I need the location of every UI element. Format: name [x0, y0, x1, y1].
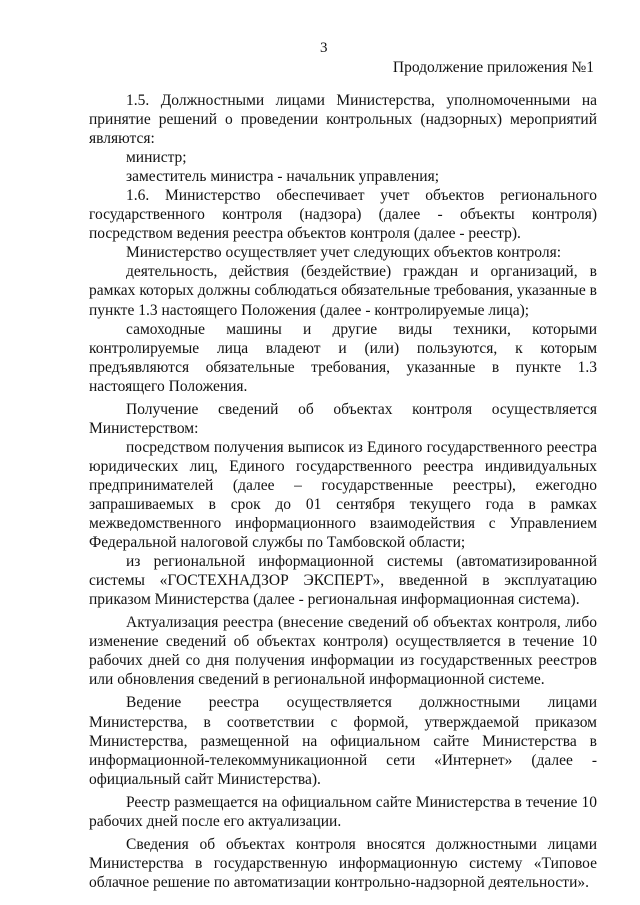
- paragraph-1-6: 1.6. Министерство обеспечивает учет объектов регионального государственного контроля (надзора) (далее - объекты контроля) посредством ведения реестра объектов контроля (далее - реестр).: [89, 187, 597, 243]
- paragraph-registry-update: Актуализация реестра (внесение сведений об объектах контроля, либо изменение сведений об объектах контроля) осуществляется в течение 10 рабочих дней со дня получения информации из государственных реестров или обновления сведений в региональной информационной системе.: [89, 614, 597, 689]
- paragraph-registry-publication: Реестр размещается на официальном сайте Министерства в течение 10 рабочих дней после его актуализации.: [89, 793, 597, 830]
- paragraph-obtaining-info: Получение сведений об объектах контроля осуществляется Министерством:: [89, 400, 597, 437]
- paragraph-activity: деятельность, действия (бездействие) граждан и организаций, в рамках которых должны соблюдаться обязательные требования, указанные в пункте 1.3 настоящего Положения (далее - контролируемые лица);: [89, 263, 597, 319]
- document-body: [89, 91, 597, 892]
- paragraph-registry-maintenance: Ведение реестра осуществляется должностными лицами Министерства, в соответствии с формой, утверждаемой приказом Министерства, размещенной на официальном сайте Министерства в информационной-телекоммуникационной сети «Интернет» (далее - официальный сайт Министерства).: [89, 694, 597, 788]
- paragraph-machines: самоходные машины и другие виды техники, которыми контролируемые лица владеют и (или) пользуются, к которым предъявляются обязательные требования, указанные в пункте 1.3 настоящего Положения.: [89, 320, 597, 395]
- paragraph-registry-extracts: посредством получения выписок из Единого государственного реестра юридических лиц, Единого государственного реестра индивидуальных предпринимателей (далее – государственные реестры), ежегодно запрашиваемых в срок до 01 сентября текущего года в рамках межведомственного информационного взаимодействия с Управлением Федеральной налоговой службы по Тамбовской области;: [89, 438, 597, 552]
- page-number: 3: [320, 40, 328, 56]
- appendix-continuation-note: Продолжение приложения №1: [392, 59, 594, 76]
- paragraph-regional-system: из региональной информационной системы (автоматизированной системы «ГОСТЕХНАДЗОР ЭКСПЕРТ», введенной в эксплуатацию приказом Министерства (далее - региональная информационная система).: [89, 553, 597, 609]
- list-item-minister: министр;: [126, 149, 187, 167]
- list-item-deputy-minister: заместитель министра - начальник управления;: [126, 168, 440, 186]
- paragraph-1-5: 1.5. Должностными лицами Министерства, уполномоченными на принятие решений о проведении контрольных (надзорных) мероприятий являются:: [89, 92, 597, 148]
- paragraph-state-system: Сведения об объектах контроля вносятся должностными лицами Министерства в государственную информационную систему «Типовое облачное решение по автоматизации контрольно-надзорной деятельности».: [89, 835, 597, 891]
- paragraph-objects-intro: Министерство осуществляет учет следующих объектов контроля:: [126, 244, 561, 262]
